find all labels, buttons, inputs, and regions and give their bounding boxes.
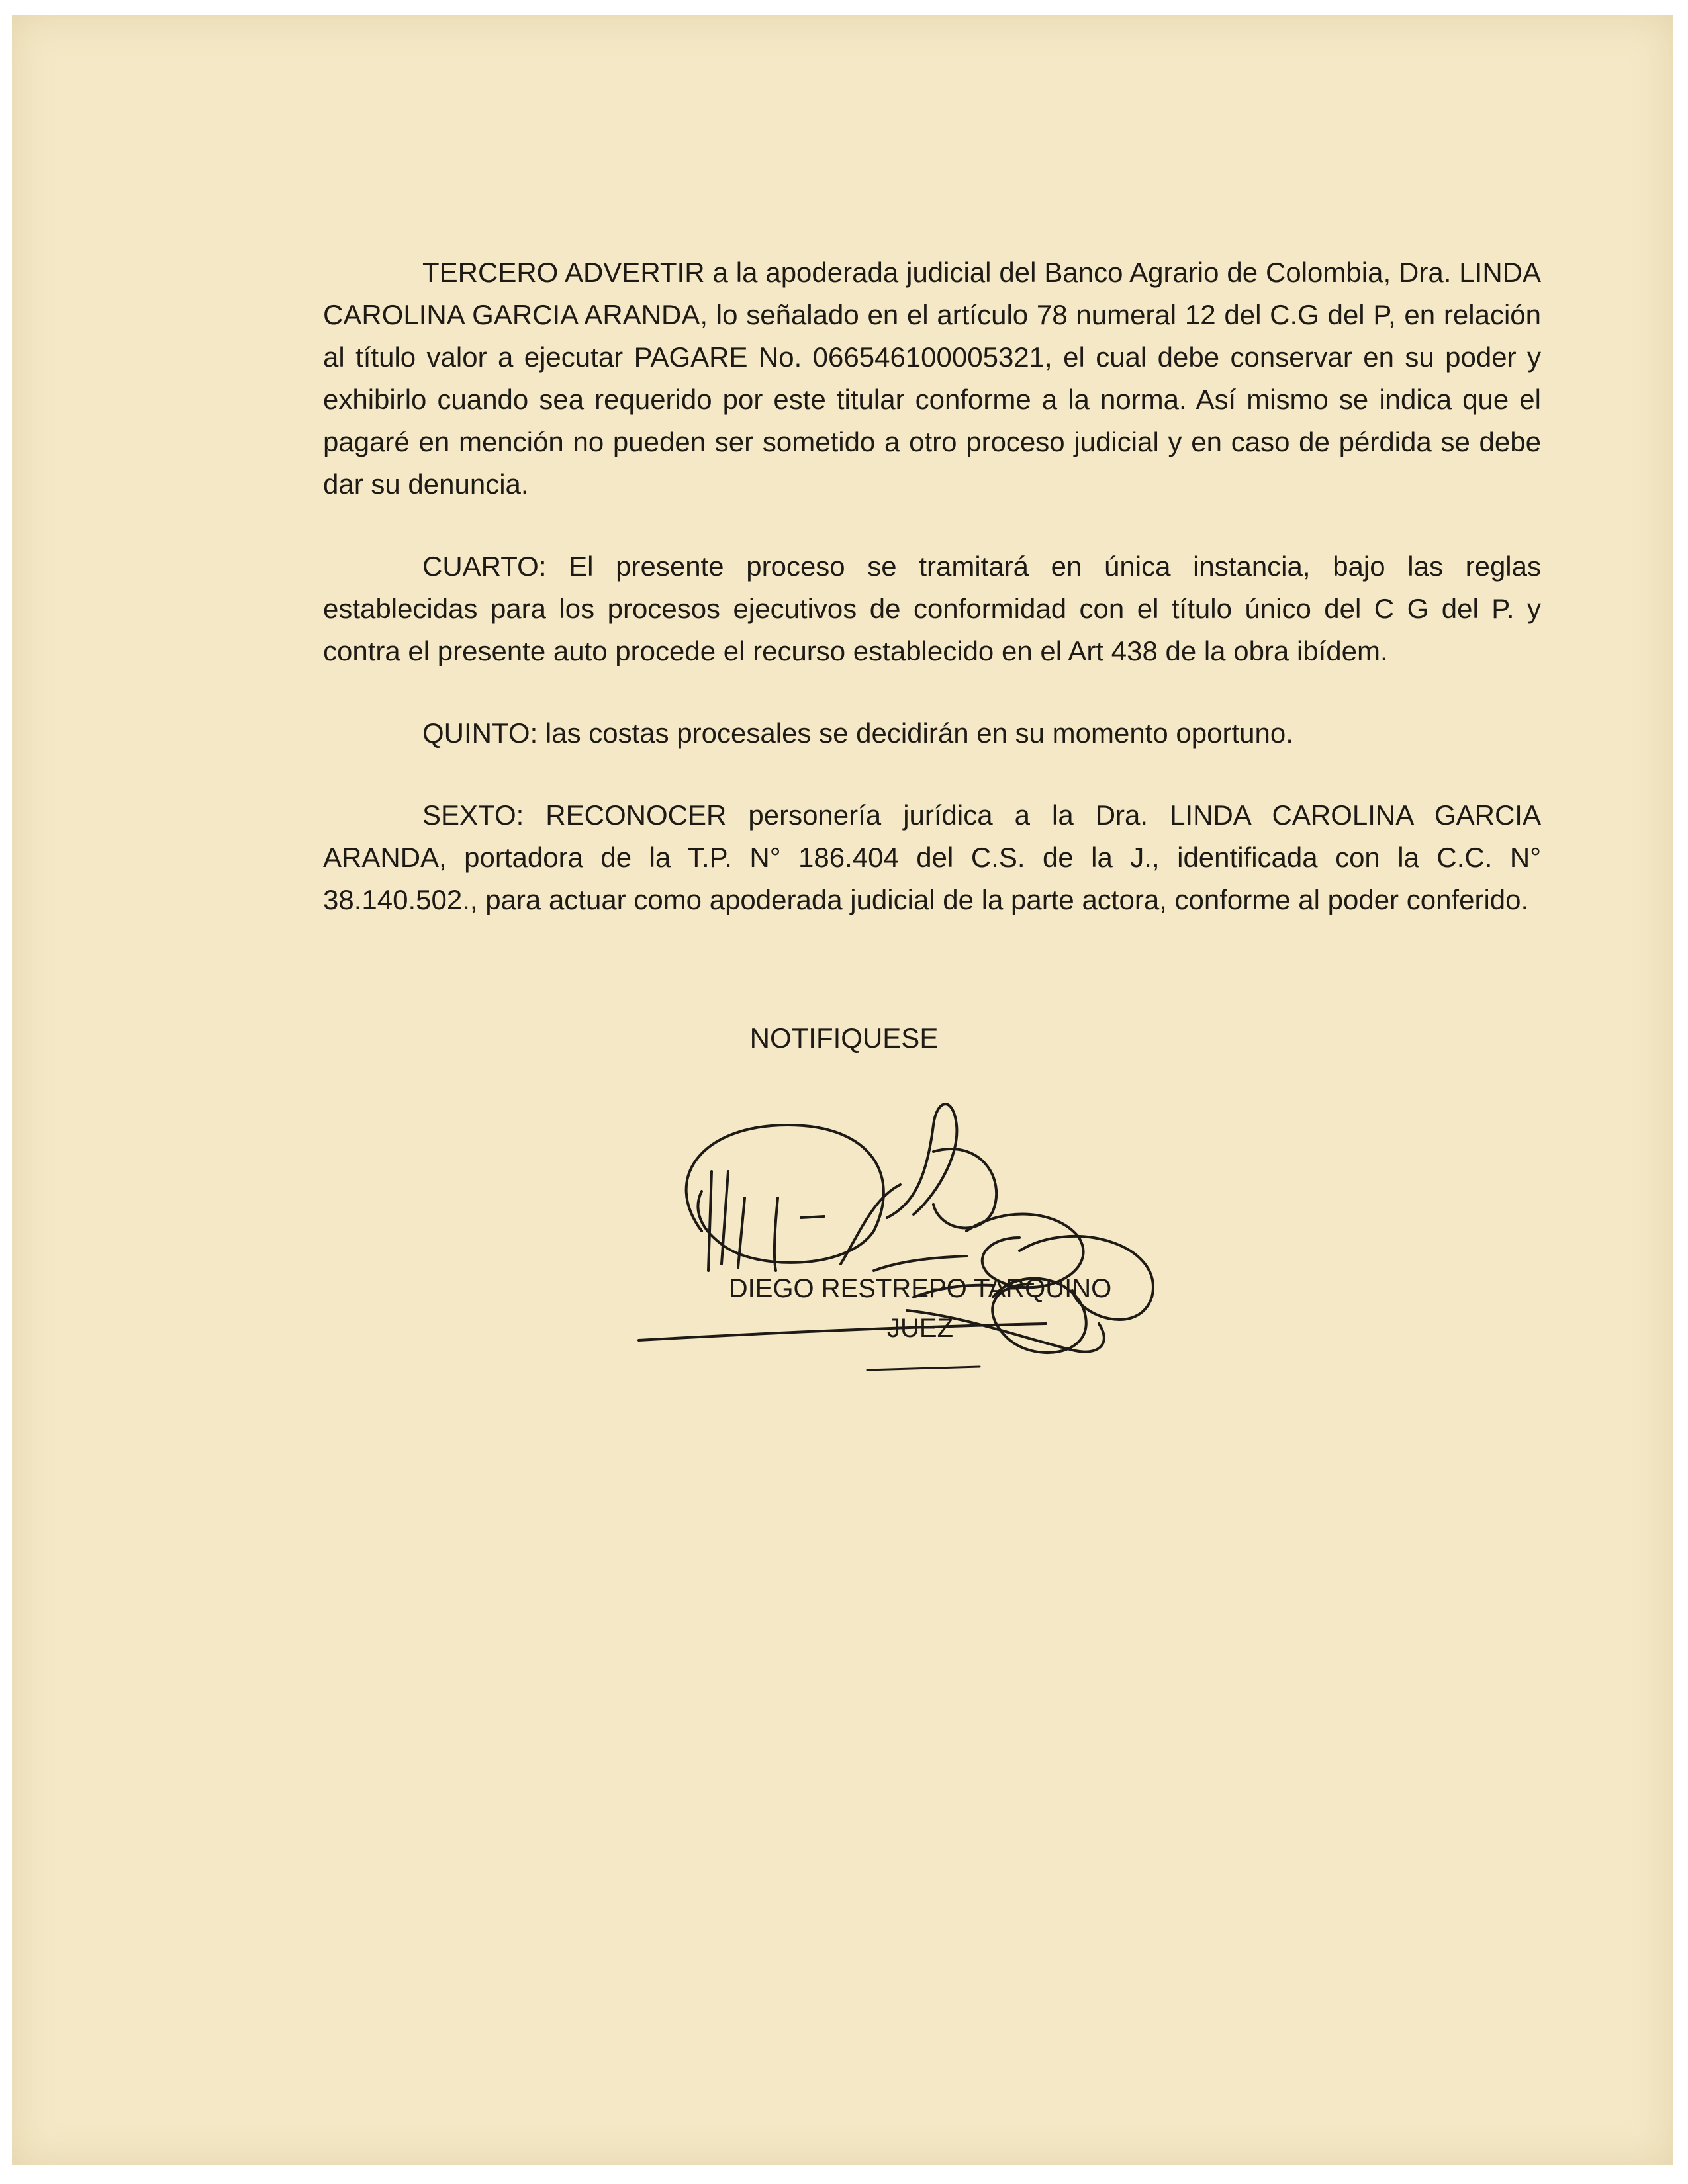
handwritten-signature (622, 1099, 1218, 1403)
paragraph-quinto: QUINTO: las costas procesales se decidirán en su momento oportuno. (422, 717, 1293, 749)
document-body (323, 251, 1541, 961)
signature-block (622, 1099, 1218, 1403)
paragraph-sexto: SEXTO: RECONOCER personería jurídica a la Dra. LINDA CAROLINA GARCIA ARANDA, portadora de la T.P. N° 186.404 del C.S. de la J., identificada con la C.C. N° 38.140.502., para actuar como apoderada judicial de la parte actora, conforme al poder conferido. (323, 799, 1541, 915)
signatory-name: DIEGO RESTREPO TARQUINO (728, 1274, 1112, 1303)
signatory-title: JUEZ (887, 1314, 953, 1343)
closing-notifiquese: NOTIFIQUESE (749, 1023, 939, 1054)
paragraph-tercero: TERCERO ADVERTIR a la apoderada judicial del Banco Agrario de Colombia, Dra. LINDA CAROLINA GARCIA ARANDA, lo señalado en el artículo 78 numeral 12 del C.G del P, en relación al título valor a ejecutar PAGARE No. 066546100005321, el cual debe conservar en su poder y exhibirlo cuando sea requerido por este titular conforme a la norma. Así mismo se indica que el pagaré en mención no pueden ser sometido a otro proceso judicial y en caso de pérdida se debe dar su denuncia. (323, 257, 1541, 500)
paragraph-cuarto: CUARTO: El presente proceso se tramitará en única instancia, bajo las reglas establecidas para los procesos ejecutivos de conformidad con el título único del C G del P. y contra el presente auto procede el recurso establecido en el Art 438 de la obra ibídem. (323, 551, 1541, 666)
